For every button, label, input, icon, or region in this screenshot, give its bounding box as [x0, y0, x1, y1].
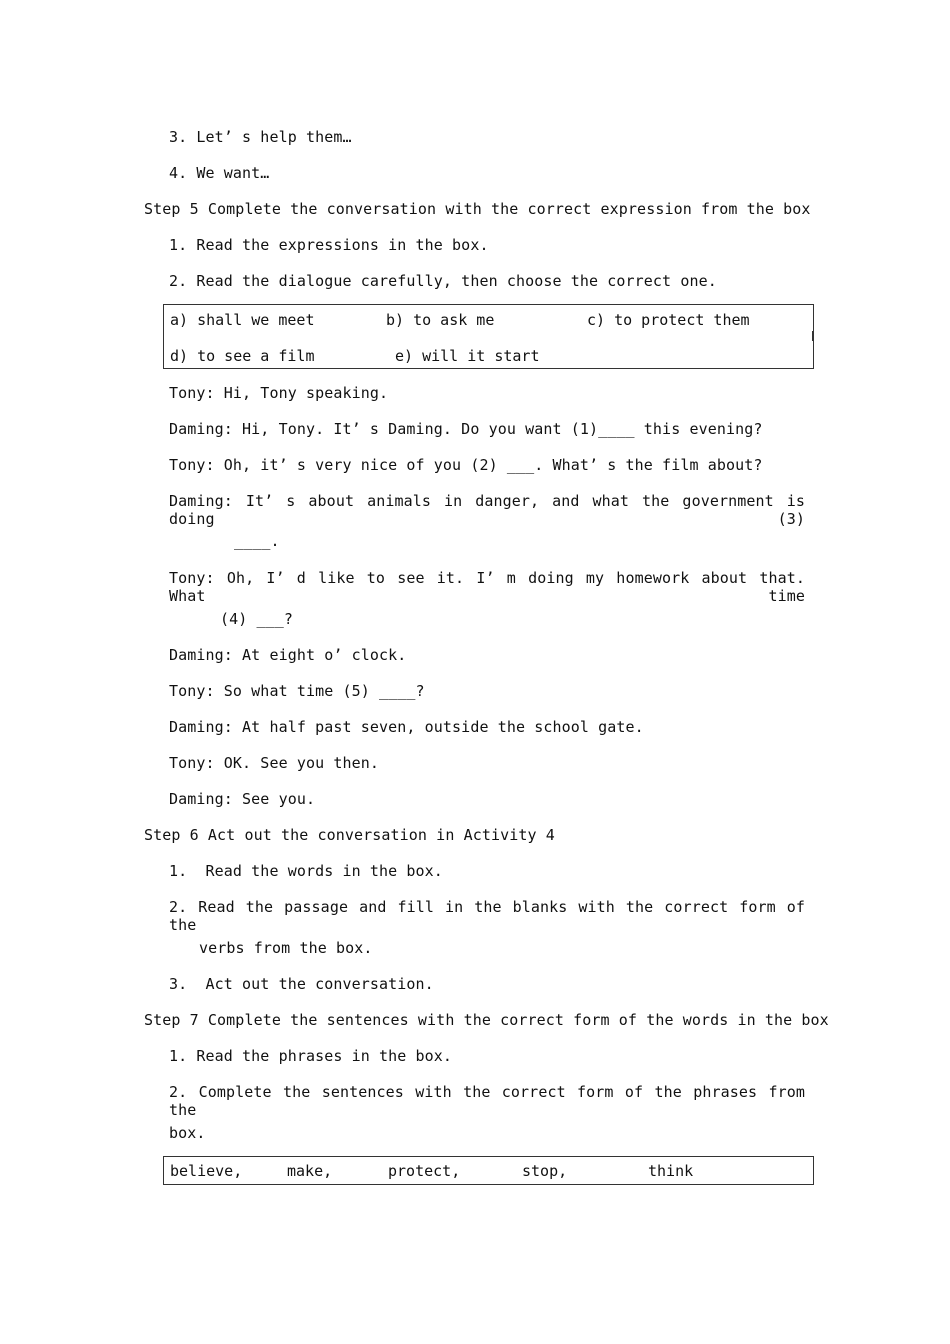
word-item: believe,	[170, 1162, 243, 1180]
step7-instruction: 1. Read the phrases in the box.	[169, 1047, 453, 1065]
dialogue-line: Tony: Oh, I’ d like to see it. I’ m doing my homework about that. What time	[169, 569, 805, 605]
step5-instruction: 2. Read the dialogue carefully, then choose the correct one.	[169, 272, 717, 290]
table-divider	[812, 331, 813, 341]
expression-option: c) to protect them	[587, 311, 750, 329]
step4-item: 4. We want…	[169, 164, 270, 182]
word-item: make,	[287, 1162, 333, 1180]
step6-heading: Step 6 Act out the conversation in Activity 4	[144, 826, 555, 844]
dialogue-line: Tony: Hi, Tony speaking.	[169, 384, 389, 402]
dialogue-line: Daming: At half past seven, outside the school gate.	[169, 718, 644, 736]
expressions-box	[163, 304, 814, 369]
dialogue-line-continued: ____.	[234, 532, 280, 550]
word-item: think	[648, 1162, 694, 1180]
step7-instruction-continued: box.	[169, 1124, 206, 1142]
dialogue-line: Tony: OK. See you then.	[169, 754, 380, 772]
word-item: protect,	[388, 1162, 461, 1180]
step5-heading: Step 5 Complete the conversation with the correct expression from the box	[144, 200, 811, 218]
dialogue-line: Daming: At eight o’ clock.	[169, 646, 407, 664]
expression-option: a) shall we meet	[170, 311, 315, 329]
dialogue-line: Tony: Oh, it’ s very nice of you (2) ___. What’ s the film about?	[169, 456, 763, 474]
words-box	[163, 1156, 814, 1185]
step6-instruction: 2. Read the passage and fill in the blanks with the correct form of the	[169, 898, 805, 934]
step7-heading: Step 7 Complete the sentences with the correct form of the words in the box	[144, 1011, 829, 1029]
step4-item: 3. Let’ s help them…	[169, 128, 352, 146]
dialogue-line-continued: (4) ___?	[220, 610, 294, 628]
expression-option: d) to see a film	[170, 347, 315, 365]
step6-instruction: 3. Act out the conversation.	[169, 975, 434, 993]
word-item: stop,	[522, 1162, 568, 1180]
step5-instruction: 1. Read the expressions in the box.	[169, 236, 489, 254]
dialogue-line: Daming: Hi, Tony. It’ s Daming. Do you want (1)____ this evening?	[169, 420, 763, 438]
step7-instruction: 2. Complete the sentences with the correct form of the phrases from the	[169, 1083, 805, 1119]
step6-instruction: 1. Read the words in the box.	[169, 862, 443, 880]
step6-instruction-continued: verbs from the box.	[199, 939, 373, 957]
expression-option: b) to ask me	[386, 311, 495, 329]
dialogue-line: Daming: It’ s about animals in danger, and what the government is doing (3)	[169, 492, 805, 528]
expression-option: e) will it start	[395, 347, 540, 365]
dialogue-line: Tony: So what time (5) ____?	[169, 682, 425, 700]
dialogue-line: Daming: See you.	[169, 790, 316, 808]
